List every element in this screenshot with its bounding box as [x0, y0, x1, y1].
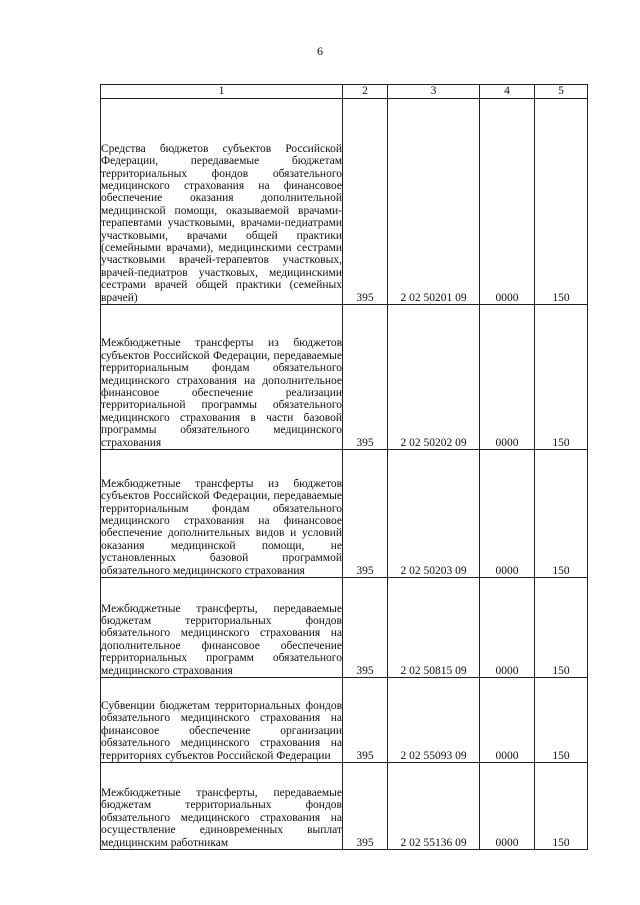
row-col5: 150	[535, 305, 588, 450]
row-col3: 2 02 50202 09	[388, 305, 480, 450]
row-col2: 395	[343, 450, 388, 578]
row-col5: 150	[535, 99, 588, 305]
column-header-5: 5	[535, 85, 588, 99]
table-row	[101, 578, 588, 678]
row-description: Межбюджетные трансферты, передаваемые бюджетам территориальных фондов обязательного медицинского страхования на осуществление единовременных выплат медицинским работникам	[101, 763, 343, 850]
row-col2: 395	[343, 678, 388, 763]
row-description: Межбюджетные трансферты из бюджетов субъектов Российской Федерации, передаваемые территориальным фондам обязательного медицинского страхования на дополнительное финансовое обеспечение реализации территориальной программы обязательного медицинского страхования в части базовой программы обязательного медицинского страхования	[101, 305, 343, 450]
row-col5: 150	[535, 763, 588, 850]
row-col2: 395	[343, 305, 388, 450]
row-col4: 0000	[480, 763, 535, 850]
row-col2: 395	[343, 763, 388, 850]
row-col4: 0000	[480, 678, 535, 763]
column-header-4: 4	[480, 85, 535, 99]
row-col4: 0000	[480, 578, 535, 678]
row-description: Субвенции бюджетам территориальных фондов обязательного медицинского страхования на финансовое обеспечение организации обязательного медицинского страхования на территориях субъектов Российской Федерации	[101, 678, 343, 763]
page-number: 6	[317, 44, 323, 58]
row-description: Межбюджетные трансферты из бюджетов субъектов Российской Федерации, передаваемые территориальным фондам обязательного медицинского страхования на финансовое обеспечение дополнительных видов и условий оказания медицинской помощи, не установленных базовой программой обязательного медицинского страхования	[101, 450, 343, 578]
column-header-2: 2	[343, 85, 388, 99]
row-col2: 395	[343, 578, 388, 678]
row-col3: 2 02 50203 09	[388, 450, 480, 578]
row-col5: 150	[535, 578, 588, 678]
table-row	[101, 99, 588, 305]
table-row	[101, 450, 588, 578]
row-col4: 0000	[480, 305, 535, 450]
row-col2: 395	[343, 99, 388, 305]
row-description: Средства бюджетов субъектов Российской Федерации, передаваемые бюджетам территориальных фондов обязательного медицинского страхования на финансовое обеспечение оказания дополнительной медицинской помощи, оказываемой врачами-терапевтами участковыми, врачами-педиатрами участковыми, врачами общей практики (семейными врачами), медицинскими сестрами участковыми врачей-терапевтов участковых, врачей-педиатров участковых, медицинскими сестрами врачей общей практики (семейных врачей)	[101, 99, 343, 305]
row-col3: 2 02 55136 09	[388, 763, 480, 850]
row-col5: 150	[535, 450, 588, 578]
table-row	[101, 678, 588, 763]
column-header-3: 3	[388, 85, 480, 99]
row-col4: 0000	[480, 450, 535, 578]
row-col3: 2 02 50201 09	[388, 99, 480, 305]
row-col3: 2 02 55093 09	[388, 678, 480, 763]
table-row	[101, 763, 588, 850]
row-col4: 0000	[480, 99, 535, 305]
row-col5: 150	[535, 678, 588, 763]
table-row	[101, 305, 588, 450]
table-header-row	[101, 85, 588, 99]
row-col3: 2 02 50815 09	[388, 578, 480, 678]
column-header-1: 1	[101, 85, 343, 99]
row-description: Межбюджетные трансферты, передаваемые бюджетам территориальных фондов обязательного медицинского страхования на дополнительное финансовое обеспечение территориальных программ обязательного медицинского страхования	[101, 578, 343, 678]
budget-classification-table	[100, 84, 588, 850]
